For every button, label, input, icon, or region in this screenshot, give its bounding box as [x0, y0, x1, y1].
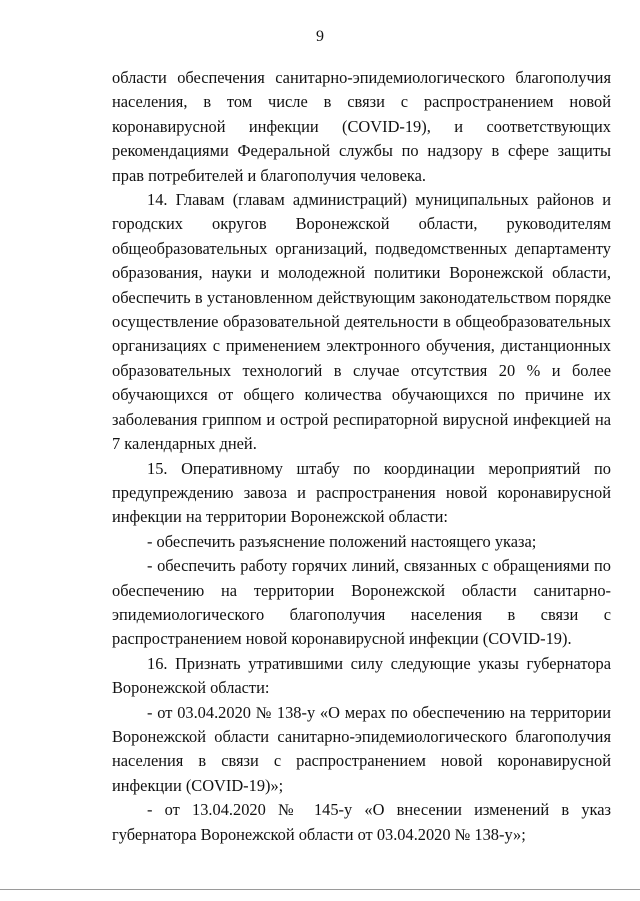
paragraph-item-15: 15. Оперативному штабу по координации мероприятий по предупреждению завоза и распространения новой коронавирусной инфекции на территории Воронежской области:	[112, 458, 611, 527]
paragraph-13-continuation: области обеспечения санитарно-эпидемиологического благополучия населения, в том числе в связи с распространением новой коронавирусной инфекции (COVID-19), и соответствующих рекомендациями Федеральной службы по надзору в сфере защиты прав потребителей и благополучия человека.	[112, 68, 611, 185]
page-number: 9	[316, 28, 324, 45]
list-item-15-explain: - обеспечить разъяснение положений настоящего указа;	[147, 531, 537, 551]
paragraph-item-16: 16. Признать утратившими силу следующие указы губернатора Воронежской области:	[112, 653, 611, 698]
list-item-16-decree-138: - от 03.04.2020 № 138-у «О мерах по обеспечению на территории Воронежской области санитарно-эпидемиологического благополучия населения в связи с распространением новой коронавирусной инфекции (COVID-19)»;	[112, 702, 611, 795]
paragraph-item-14: 14. Главам (главам администраций) муниципальных районов и городских округов Воронежской области, руководителям общеобразовательных организаций, подведомственных департаменту образования, науки и молодежной политики Воронежской области, обеспечить в установленном действующим законодательством порядке осуществление образовательной деятельности в общеобразовательных организациях с применением электронного обучения, дистанционных образовательных технологий в случае отсутствия 20 % и более обучающихся от общего количества обучающихся по причине их заболевания гриппом и острой респираторной вирусной инфекцией на 7 календарных дней.	[112, 190, 611, 454]
list-item-16-decree-145: - от 13.04.2020 № 145-у «О внесении изменений в указ губернатора Воронежской области от 03.04.2020 № 138-у»;	[112, 800, 611, 844]
document-body	[112, 66, 611, 847]
list-item-15-hotlines: - обеспечить работу горячих линий, связанных с обращениями по обеспечению на территории Воронежской области санитарно-эпидемиологического благополучия населения в связи с распространением новой коронавирусной инфекции (COVID-19).	[112, 556, 611, 649]
footer-rule	[0, 889, 640, 890]
